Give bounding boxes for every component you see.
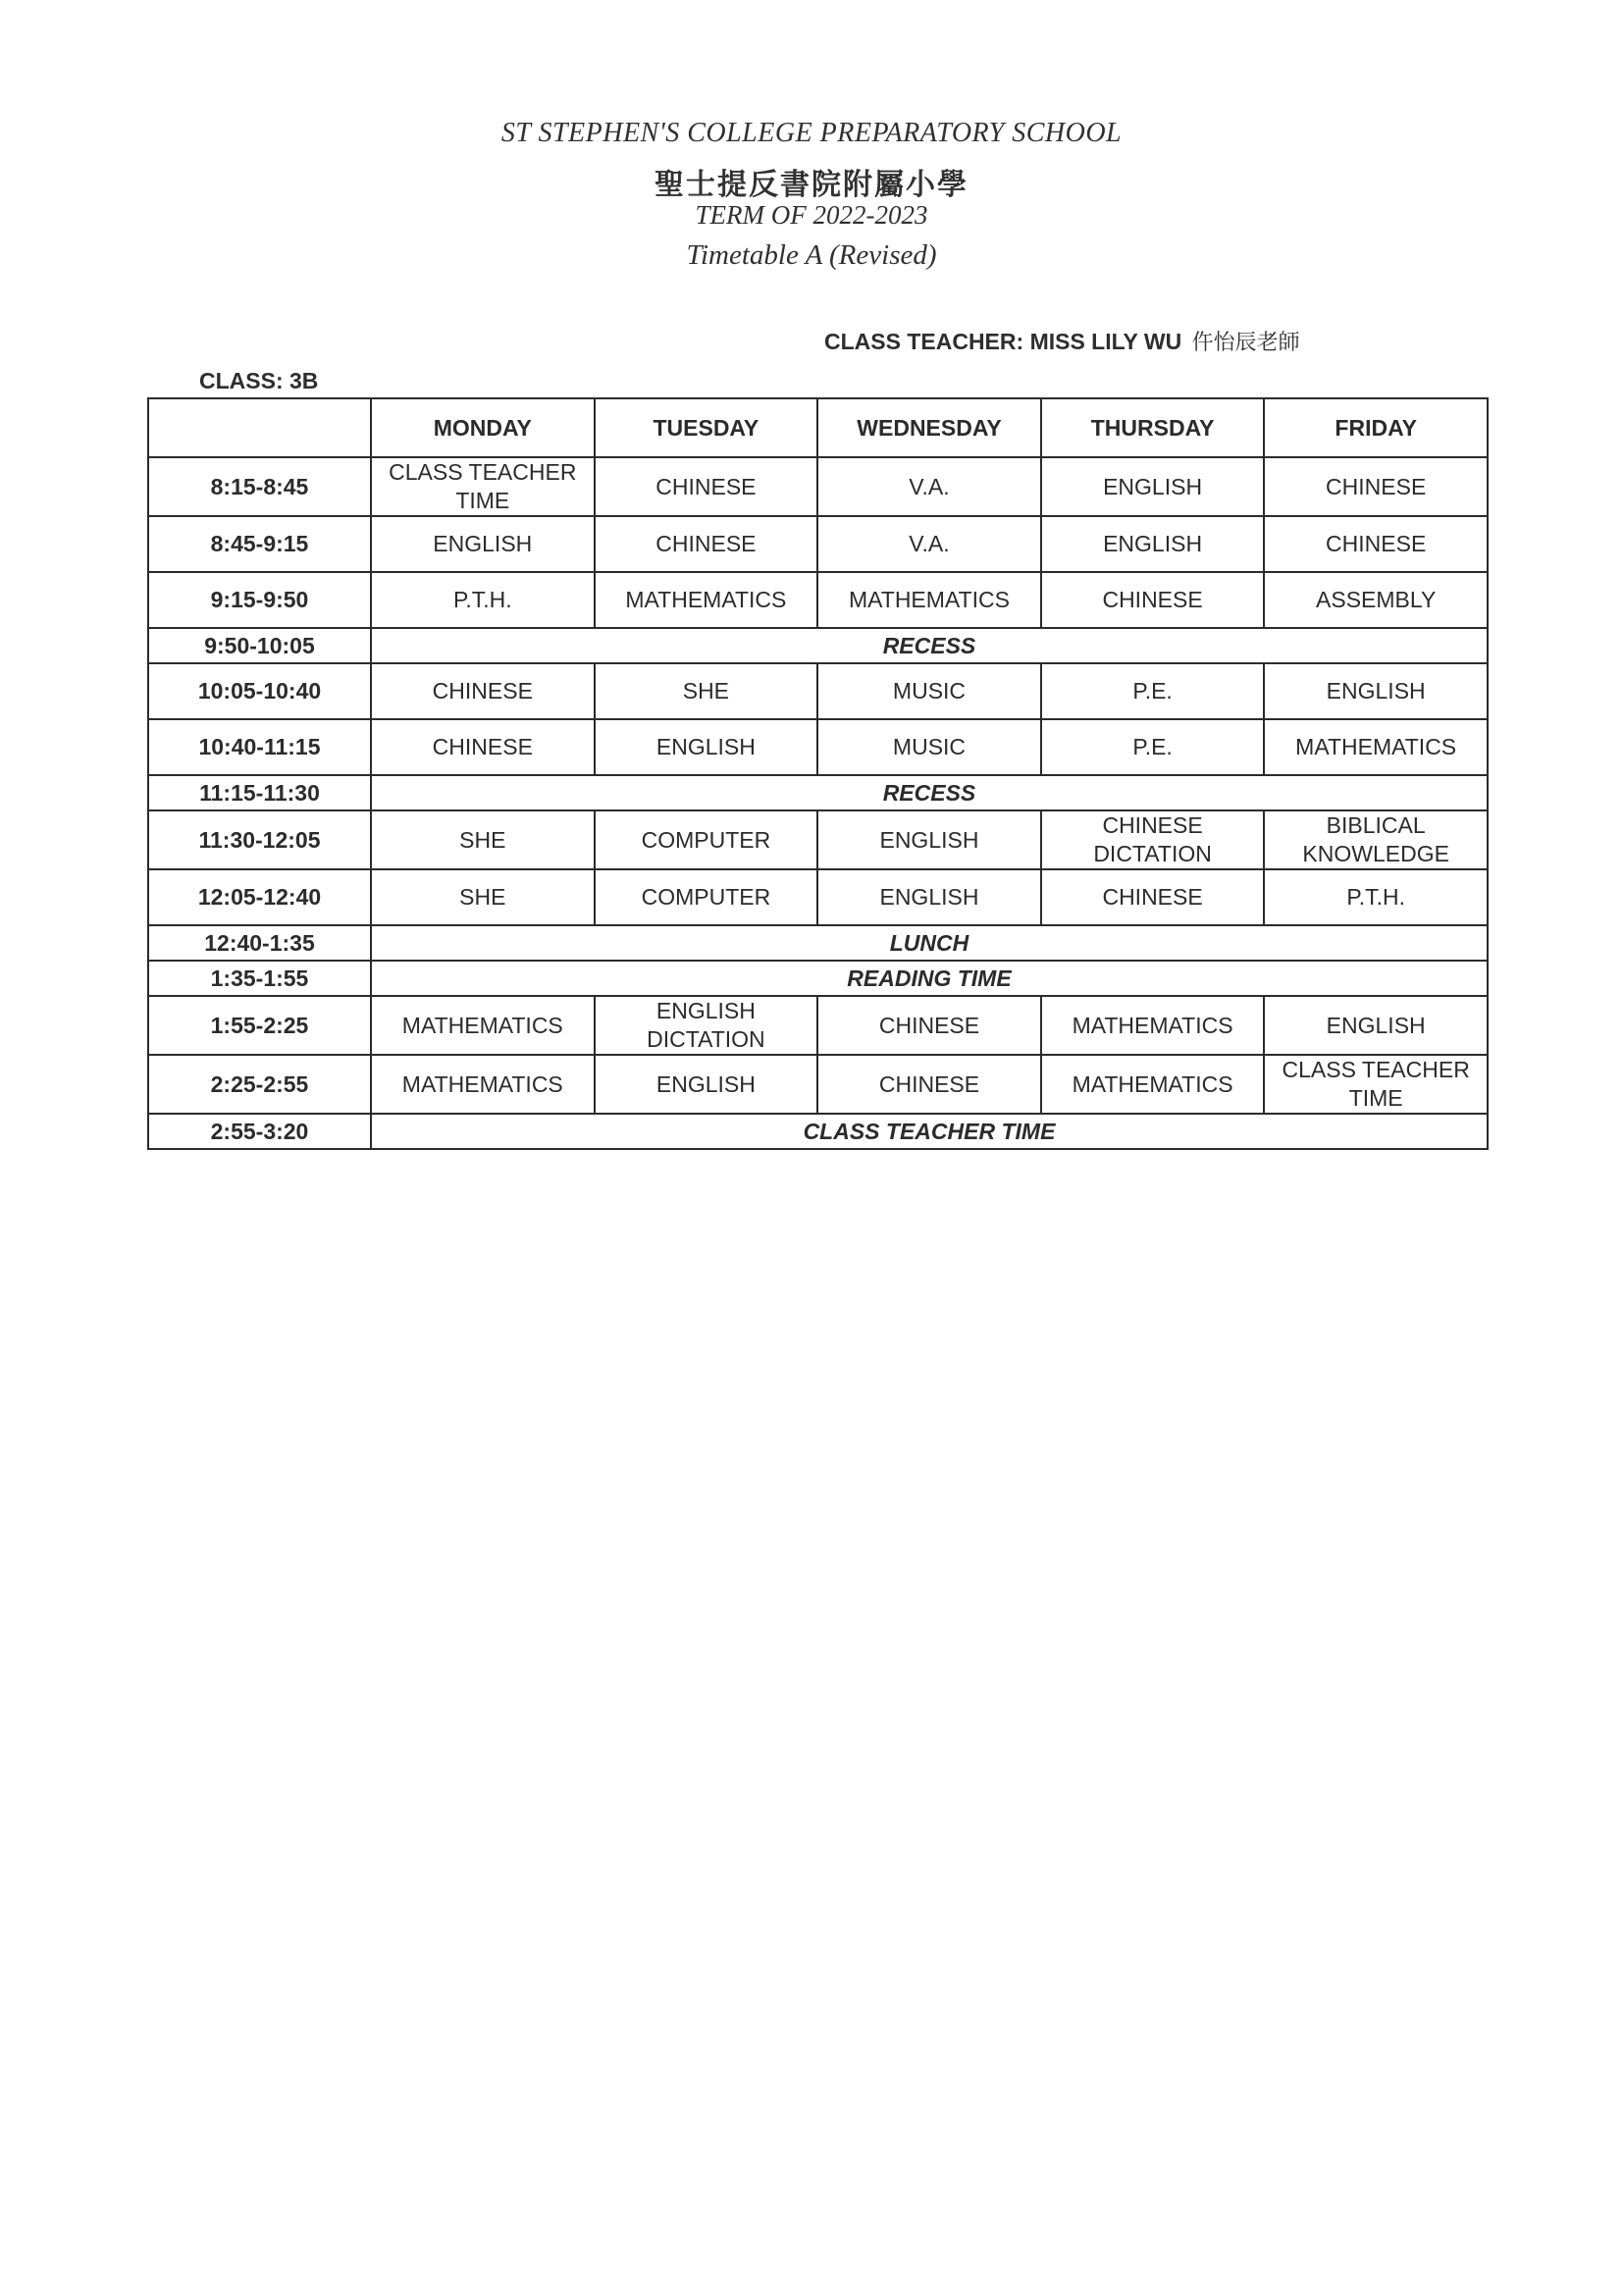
lesson-cell: CHINESE	[371, 719, 595, 775]
lesson-cell: P.E.	[1041, 663, 1265, 719]
lesson-cell: CHINESE	[1041, 572, 1265, 628]
break-row	[148, 775, 1488, 810]
lesson-cell: ENGLISH	[371, 516, 595, 572]
lesson-cell: P.T.H.	[1264, 869, 1488, 925]
lesson-cell: CLASS TEACHER TIME	[1264, 1055, 1488, 1114]
period-time: 1:35-1:55	[148, 961, 371, 996]
lesson-cell: SHE	[371, 869, 595, 925]
lesson-cell: P.T.H.	[371, 572, 595, 628]
lesson-cell: V.A.	[817, 457, 1041, 516]
period-time: 12:05-12:40	[148, 869, 371, 925]
lesson-cell: ENGLISH	[595, 1055, 818, 1114]
day-header-monday: MONDAY	[371, 398, 595, 457]
time-column-header	[148, 398, 371, 457]
lesson-row	[148, 663, 1488, 719]
break-row	[148, 1114, 1488, 1149]
period-time: 2:55-3:20	[148, 1114, 371, 1149]
lesson-cell: CHINESE	[1264, 516, 1488, 572]
period-time: 12:40-1:35	[148, 925, 371, 961]
timetable-title: Timetable A (Revised)	[686, 239, 937, 271]
lesson-cell: BIBLICAL KNOWLEDGE	[1264, 810, 1488, 869]
break-label: RECESS	[371, 628, 1488, 663]
lesson-row	[148, 996, 1488, 1055]
lesson-cell: ENGLISH	[1264, 996, 1488, 1055]
lesson-cell: SHE	[595, 663, 818, 719]
class-label: CLASS: 3B	[199, 368, 319, 393]
school-name-english: ST STEPHEN'S COLLEGE PREPARATORY SCHOOL	[500, 118, 1123, 148]
timetable-body	[148, 457, 1488, 1149]
period-time: 10:05-10:40	[148, 663, 371, 719]
school-name-chinese: 聖士提反書院附屬小學	[654, 168, 969, 202]
lesson-cell: MATHEMATICS	[1041, 1055, 1265, 1114]
period-time: 9:50-10:05	[148, 628, 371, 663]
lesson-cell: CHINESE	[817, 996, 1041, 1055]
lesson-cell: MUSIC	[817, 719, 1041, 775]
period-time: 9:15-9:50	[148, 572, 371, 628]
period-time: 11:15-11:30	[148, 775, 371, 810]
term-label: TERM OF 2022-2023	[695, 200, 928, 230]
lesson-row	[148, 810, 1488, 869]
period-time: 1:55-2:25	[148, 996, 371, 1055]
lesson-cell: SHE	[371, 810, 595, 869]
break-row	[148, 925, 1488, 961]
lesson-row	[148, 572, 1488, 628]
lesson-row	[148, 869, 1488, 925]
class-teacher-name-chinese: 仵怡辰老師	[1191, 331, 1300, 355]
lesson-row	[148, 516, 1488, 572]
timetable-header-row	[148, 398, 1488, 457]
lesson-cell: MUSIC	[817, 663, 1041, 719]
lesson-cell: ASSEMBLY	[1264, 572, 1488, 628]
lesson-cell: CHINESE	[817, 1055, 1041, 1114]
lesson-cell: CHINESE DICTATION	[1041, 810, 1265, 869]
lesson-cell: V.A.	[817, 516, 1041, 572]
period-time: 11:30-12:05	[148, 810, 371, 869]
lesson-cell: ENGLISH	[1264, 663, 1488, 719]
lesson-cell: ENGLISH	[817, 869, 1041, 925]
lesson-cell: MATHEMATICS	[371, 996, 595, 1055]
lesson-row	[148, 457, 1488, 516]
lesson-cell: ENGLISH	[1041, 516, 1265, 572]
lesson-row	[148, 719, 1488, 775]
lesson-cell: ENGLISH	[595, 719, 818, 775]
lesson-cell: MATHEMATICS	[1264, 719, 1488, 775]
class-teacher-name: MISS LILY WU	[1029, 329, 1182, 354]
period-time: 2:25-2:55	[148, 1055, 371, 1114]
lesson-cell: MATHEMATICS	[1041, 996, 1265, 1055]
break-label: CLASS TEACHER TIME	[371, 1114, 1488, 1149]
break-row	[148, 961, 1488, 996]
day-header-wednesday: WEDNESDAY	[817, 398, 1041, 457]
period-time: 8:15-8:45	[148, 457, 371, 516]
day-header-thursday: THURSDAY	[1041, 398, 1265, 457]
lesson-cell: CHINESE	[1264, 457, 1488, 516]
lesson-cell: ENGLISH	[1041, 457, 1265, 516]
lesson-row	[148, 1055, 1488, 1114]
lesson-cell: CLASS TEACHER TIME	[371, 457, 595, 516]
lesson-cell: ENGLISH DICTATION	[595, 996, 818, 1055]
break-label: READING TIME	[371, 961, 1488, 996]
lesson-cell: P.E.	[1041, 719, 1265, 775]
period-time: 10:40-11:15	[148, 719, 371, 775]
break-label: RECESS	[371, 775, 1488, 810]
lesson-cell: ENGLISH	[817, 810, 1041, 869]
break-row	[148, 628, 1488, 663]
lesson-cell: MATHEMATICS	[371, 1055, 595, 1114]
break-label: LUNCH	[371, 925, 1488, 961]
lesson-cell: MATHEMATICS	[817, 572, 1041, 628]
class-teacher-label: CLASS TEACHER:	[824, 329, 1024, 354]
lesson-cell: MATHEMATICS	[595, 572, 818, 628]
lesson-cell: CHINESE	[595, 457, 818, 516]
lesson-cell: CHINESE	[371, 663, 595, 719]
lesson-cell: COMPUTER	[595, 869, 818, 925]
lesson-cell: CHINESE	[595, 516, 818, 572]
day-header-tuesday: TUESDAY	[595, 398, 818, 457]
day-header-friday: FRIDAY	[1264, 398, 1488, 457]
lesson-cell: COMPUTER	[595, 810, 818, 869]
timetable	[147, 397, 1489, 1150]
class-teacher-line	[824, 326, 1300, 356]
period-time: 8:45-9:15	[148, 516, 371, 572]
lesson-cell: CHINESE	[1041, 869, 1265, 925]
